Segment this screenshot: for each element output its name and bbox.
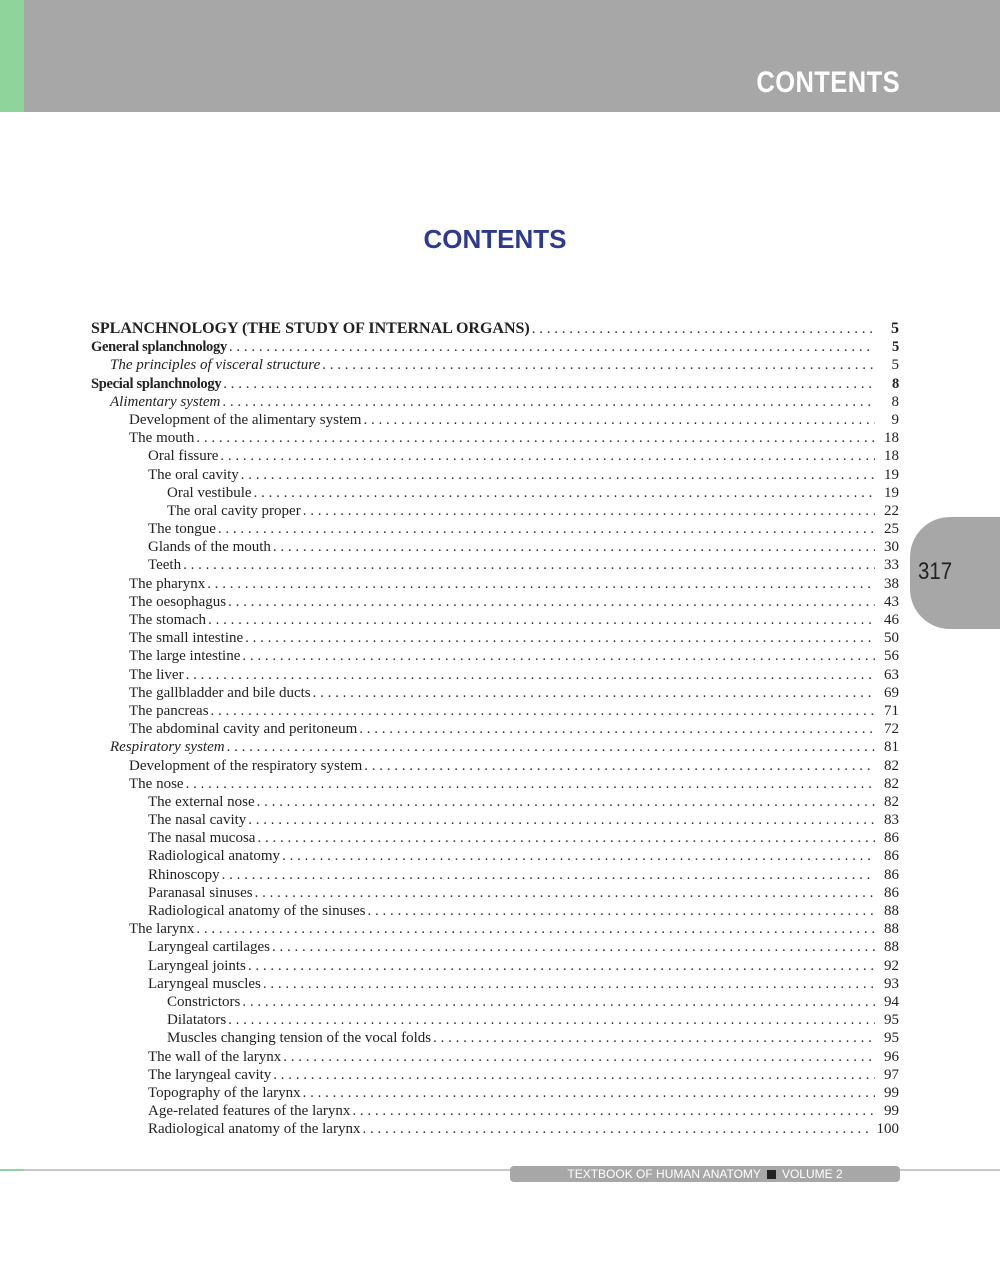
toc-dot-leader (242, 993, 875, 1011)
toc-entry-title: The nasal mucosa (148, 830, 256, 847)
toc-entry-page: 72 (884, 721, 899, 738)
toc-entry[interactable] (91, 1120, 899, 1138)
toc-entry[interactable] (91, 447, 899, 465)
toc-entry-page: 8 (892, 375, 899, 392)
toc-dot-leader (272, 938, 875, 956)
toc-entry-title: Laryngeal cartilages (148, 939, 271, 956)
toc-dot-leader (273, 538, 875, 556)
toc-entry[interactable] (91, 575, 899, 593)
toc-entry[interactable] (91, 520, 899, 538)
toc-entry[interactable] (91, 902, 899, 920)
toc-entry[interactable] (91, 611, 899, 629)
toc-entry[interactable] (91, 720, 899, 738)
toc-entry-title: The nasal cavity (148, 812, 247, 829)
toc-entry-title: The oesophagus (129, 593, 227, 610)
toc-entry[interactable] (91, 466, 899, 484)
toc-dot-leader (255, 884, 875, 902)
toc-entry-title: Alimentary system (110, 393, 221, 410)
toc-entry[interactable] (91, 593, 899, 611)
toc-entry-page: 50 (884, 630, 899, 647)
toc-entry-page: 8 (891, 393, 899, 410)
toc-dot-leader (303, 1084, 875, 1102)
toc-entry[interactable] (91, 775, 899, 793)
toc-entry[interactable] (91, 938, 899, 956)
toc-entry-title: The nose (129, 775, 184, 792)
toc-entry-page: 18 (884, 430, 899, 447)
toc-dot-leader (222, 866, 875, 884)
toc-dot-leader (222, 393, 875, 411)
toc-entry[interactable] (91, 757, 899, 775)
toc-entry-page: 56 (884, 648, 899, 665)
toc-entry[interactable] (91, 538, 899, 556)
toc-dot-leader (254, 484, 875, 502)
toc-entry[interactable] (91, 375, 899, 393)
footer-divider-accent (0, 1169, 24, 1171)
toc-dot-leader (241, 466, 875, 484)
toc-entry-title: Age-related features of the larynx (148, 1103, 351, 1120)
toc-entry[interactable] (91, 920, 899, 938)
toc-dot-leader (364, 757, 875, 775)
toc-entry-page: 5 (892, 339, 899, 356)
header-accent-stripe (0, 0, 24, 112)
toc-entry-title: Teeth (148, 557, 182, 574)
toc-entry-page: 82 (884, 793, 899, 810)
footer-volume: VOLUME 2 (781, 1167, 843, 1181)
toc-entry[interactable] (91, 411, 899, 429)
toc-dot-leader (208, 611, 875, 629)
toc-dot-leader (242, 647, 875, 665)
toc-entry-title: The external nose (148, 793, 255, 810)
toc-entry-page: 86 (884, 830, 899, 847)
toc-dot-leader (248, 957, 875, 975)
toc-entry-title: The larynx (129, 921, 195, 938)
page-title: CONTENTS (423, 224, 567, 254)
toc-entry[interactable] (91, 884, 899, 902)
toc-entry-page: 93 (884, 975, 899, 992)
toc-entry-page: 88 (884, 921, 899, 938)
toc-entry[interactable] (91, 556, 899, 574)
toc-entry-page: 82 (884, 757, 899, 774)
toc-entry[interactable] (91, 393, 899, 411)
toc-entry-title: The stomach (129, 612, 207, 628)
toc-entry-page: 88 (884, 903, 899, 919)
toc-entry-title: The laryngeal cavity (148, 1066, 272, 1083)
toc-entry-page: 95 (884, 1030, 899, 1047)
toc-dot-leader (367, 902, 875, 920)
toc-entry-title: Rhinoscopy (148, 866, 220, 883)
toc-entry-page: 25 (884, 521, 899, 538)
toc-entry[interactable] (91, 811, 899, 829)
toc-dot-leader (220, 447, 875, 465)
toc-entry-page: 33 (884, 557, 899, 574)
toc-dot-leader (183, 556, 875, 574)
toc-entry[interactable] (91, 1102, 899, 1120)
toc-entry-page: 63 (884, 666, 899, 683)
toc-entry-title: Paranasal sinuses (148, 884, 253, 901)
toc-entry-page: 86 (884, 884, 899, 901)
toc-entry[interactable] (91, 684, 899, 702)
toc-entry-page: 86 (884, 848, 899, 865)
toc-entry[interactable] (91, 502, 899, 520)
toc-entry[interactable] (91, 1084, 899, 1102)
toc-entry-page: 5 (891, 357, 899, 374)
header-title: CONTENTS (756, 66, 900, 99)
toc-dot-leader (532, 320, 875, 338)
toc-entry[interactable] (91, 666, 899, 684)
toc-entry-page: 100 (876, 1121, 899, 1138)
toc-entry-title: The abdominal cavity and peritoneum (129, 721, 358, 738)
toc-entry-page: 19 (884, 466, 899, 483)
toc-dot-leader (186, 775, 875, 793)
toc-entry-title: Radiological anatomy (148, 848, 281, 865)
toc-entry-page: 92 (884, 957, 899, 974)
toc-entry-title: Constrictors (167, 993, 241, 1010)
toc-entry-title: Muscles changing tension of the vocal folds (167, 1030, 432, 1047)
toc-dot-leader (257, 829, 875, 847)
toc-entry-page: 69 (884, 684, 899, 701)
toc-entry-page: 5 (891, 320, 899, 337)
toc-entry[interactable] (91, 829, 899, 847)
toc-entry-title: Development of the alimentary system (129, 411, 362, 428)
toc-dot-leader (211, 702, 875, 720)
toc-entry-title: The wall of the larynx (148, 1048, 282, 1065)
toc-entry-title: Development of the respiratory system (129, 757, 363, 774)
toc-entry-title: Laryngeal joints (148, 957, 246, 974)
toc-entry-title: Radiological anatomy of the sinuses (148, 903, 366, 919)
toc-entry[interactable] (91, 702, 899, 720)
toc-dot-leader (229, 338, 875, 356)
toc-entry-page: 99 (884, 1084, 899, 1101)
toc-dot-leader (352, 1102, 875, 1120)
square-separator-icon (767, 1170, 776, 1179)
toc-dot-leader (433, 1029, 875, 1047)
toc-entry-page: 81 (884, 739, 899, 756)
toc-entry-page: 18 (884, 448, 899, 465)
toc-dot-leader (228, 593, 875, 611)
toc-entry[interactable] (91, 647, 899, 665)
toc-entry[interactable] (91, 356, 899, 374)
toc-entry[interactable] (91, 484, 899, 502)
page-number: 317 (918, 558, 953, 585)
toc-entry-page: 95 (884, 1012, 899, 1029)
toc-entry-title: Laryngeal muscles (148, 975, 261, 992)
toc-entry[interactable] (91, 1048, 899, 1066)
toc-entry[interactable] (91, 738, 899, 756)
toc-entry-page: 82 (884, 775, 899, 792)
toc-entry-page: 43 (884, 593, 899, 610)
toc-entry[interactable] (91, 866, 899, 884)
toc-entry-title: The pancreas (129, 702, 209, 719)
toc-entry[interactable] (91, 957, 899, 975)
toc-dot-leader (313, 684, 875, 702)
toc-entry-page: 96 (884, 1048, 899, 1065)
toc-entry-page: 86 (884, 866, 899, 883)
toc-entry-page: 71 (884, 702, 899, 719)
toc-entry-title: The oral cavity proper (167, 502, 301, 519)
toc-entry-title: Radiological anatomy of the larynx (148, 1121, 361, 1138)
toc-dot-leader (196, 920, 875, 938)
toc-entry-title: Special splanchnology (91, 375, 222, 392)
toc-dot-leader (218, 520, 875, 538)
toc-entry-title: The tongue (148, 521, 216, 538)
toc-entry[interactable] (91, 629, 899, 647)
toc-dot-leader (263, 975, 875, 993)
toc-entry-title: The pharynx (129, 575, 206, 592)
toc-entry-page: 83 (884, 812, 899, 829)
toc-dot-leader (283, 1048, 875, 1066)
toc-entry-page: 30 (884, 539, 899, 556)
toc-dot-leader (186, 666, 875, 684)
toc-entry-page: 19 (884, 484, 899, 501)
footer-book-label (510, 1166, 900, 1182)
toc-entry-page: 9 (891, 411, 899, 428)
toc-entry-page: 46 (884, 612, 899, 628)
toc-entry-title: General splanchnology (91, 339, 227, 356)
toc-entry[interactable] (91, 847, 899, 865)
toc-dot-leader (282, 847, 875, 865)
toc-dot-leader (273, 1066, 875, 1084)
toc-dot-leader (303, 502, 875, 520)
toc-entry-page: 94 (884, 993, 899, 1010)
toc-entry[interactable] (91, 1066, 899, 1084)
toc-entry-title: The liver (129, 666, 184, 683)
toc-dot-leader (257, 793, 875, 811)
toc-entry[interactable] (91, 1029, 899, 1047)
toc-entry-title: The large intestine (129, 648, 241, 665)
toc-entry-title: The mouth (129, 430, 195, 447)
toc-dot-leader (363, 411, 875, 429)
footer-book-title: TEXTBOOK OF HUMAN ANATOMY (567, 1167, 761, 1181)
toc-entry-title: Oral fissure (148, 448, 219, 465)
toc-entry[interactable] (91, 993, 899, 1011)
toc-dot-leader (362, 1120, 872, 1138)
toc-entry-title: Topography of the larynx (148, 1084, 301, 1101)
toc-entry-title: The principles of visceral structure (110, 357, 321, 374)
toc-entry-title: Glands of the mouth (148, 539, 271, 556)
toc-entry[interactable] (91, 975, 899, 993)
toc-dot-leader (359, 720, 875, 738)
toc-entry[interactable] (91, 429, 899, 447)
toc-dot-leader (322, 356, 875, 374)
toc-entry-title: SPLANCHNOLOGY (THE STUDY OF INTERNAL ORGANS) (91, 320, 530, 337)
toc-dot-leader (248, 811, 875, 829)
toc-entry-page: 22 (884, 502, 899, 519)
toc-entry-page: 99 (884, 1103, 899, 1120)
toc-dot-leader (196, 429, 875, 447)
table-of-contents (91, 320, 899, 1138)
toc-entry[interactable] (91, 1011, 899, 1029)
toc-entry-title: The small intestine (129, 630, 244, 647)
toc-entry-title: The oral cavity (148, 466, 239, 483)
toc-dot-leader (207, 575, 875, 593)
toc-entry[interactable] (91, 793, 899, 811)
toc-dot-leader (228, 1011, 875, 1029)
toc-dot-leader (227, 738, 875, 756)
toc-entry-page: 97 (884, 1066, 899, 1083)
toc-entry-page: 38 (884, 575, 899, 592)
toc-dot-leader (223, 375, 875, 393)
toc-dot-leader (245, 629, 875, 647)
toc-entry-title: Dilatators (167, 1012, 227, 1029)
toc-entry-title: Oral vestibule (167, 484, 252, 501)
toc-entry[interactable] (91, 320, 899, 338)
toc-entry-title: The gallbladder and bile ducts (129, 684, 311, 701)
toc-entry-page: 88 (884, 939, 899, 956)
toc-entry[interactable] (91, 338, 899, 356)
toc-entry-title: Respiratory system (110, 739, 225, 756)
